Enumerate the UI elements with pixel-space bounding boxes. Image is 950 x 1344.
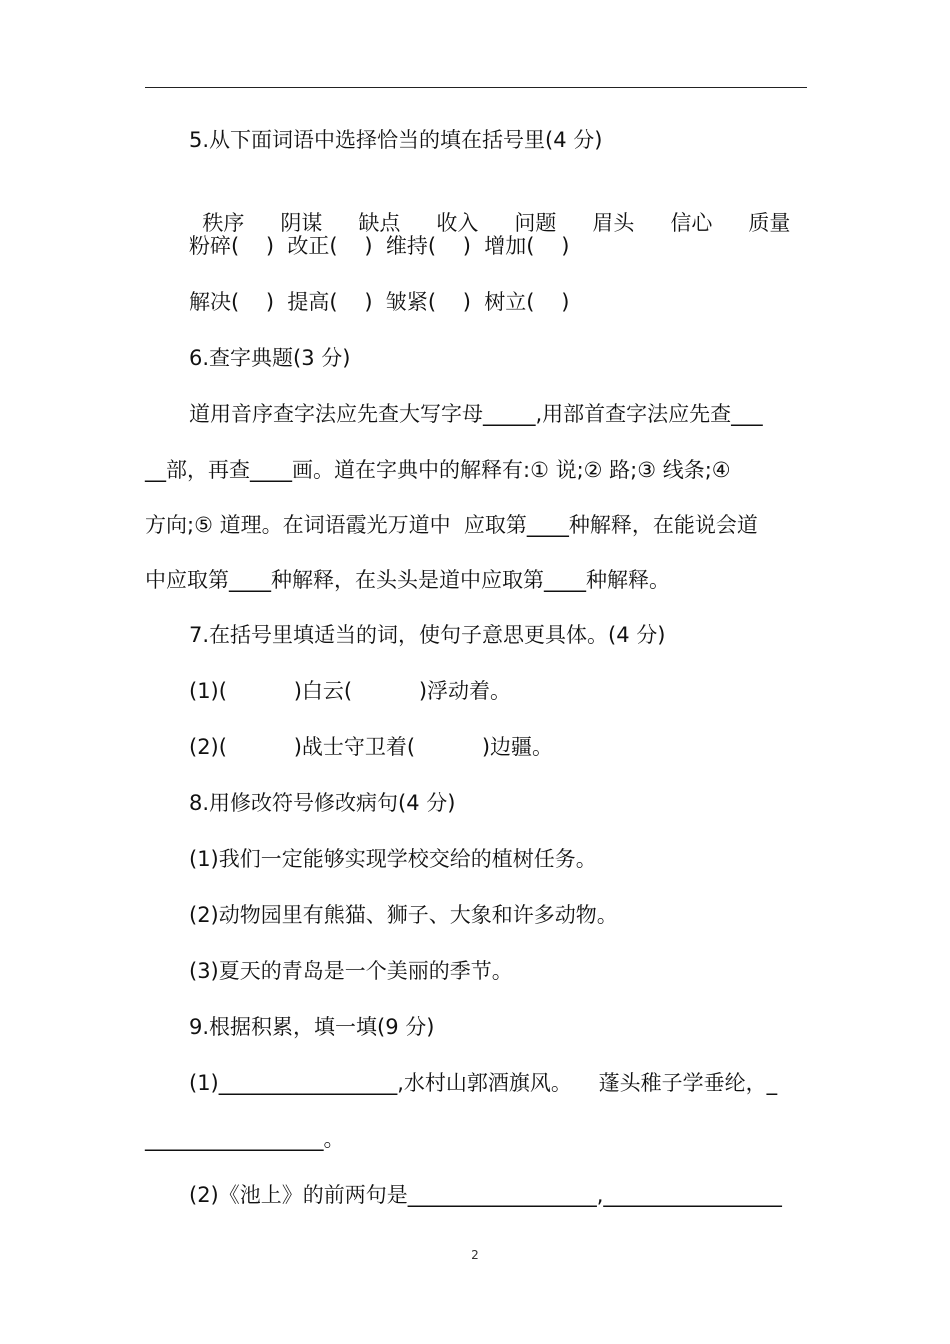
q5-blank-row-1: 粉碎( ) 改正( ) 维持( ) 增加( ) <box>189 234 570 258</box>
q6-text-line: __部，再查____画。道在字典中的解释有:① 说;② 路;③ 线条;④ <box>145 458 731 482</box>
q8-item: (1)我们一定能够实现学校交给的植树任务。 <box>189 847 597 871</box>
q6-text-line: 中应取第____种解释，在头头是道中应取第____种解释。 <box>145 568 670 592</box>
q7-item: (1)( )白云( )浮动着。 <box>189 679 512 703</box>
q9-item-continuation: _________________。 <box>145 1127 345 1151</box>
q9-item: (1)_________________,水村山郭酒旗风。 蓬头稚子学垂纶，_ <box>189 1071 778 1095</box>
q5-word-bank <box>189 181 790 237</box>
q8-title: 8.用修改符号修改病句(4 分) <box>189 791 456 815</box>
q5-word: 收入 <box>436 211 479 235</box>
q7-title: 7.在括号里填适当的词，使句子意思更具体。(4 分) <box>189 623 666 647</box>
q6-title: 6.查字典题(3 分) <box>189 346 351 370</box>
q7-item: (2)( )战士守卫着( )边疆。 <box>189 735 554 759</box>
q5-blank-row-2: 解决( ) 提高( ) 皱紧( ) 树立( ) <box>189 290 570 314</box>
q5-word: 问题 <box>514 211 557 235</box>
q9-title: 9.根据积累，填一填(9 分) <box>189 1015 435 1039</box>
q6-text-line: 方向;⑤ 道理。在词语霞光万道中 应取第____种解释，在能说会道 <box>145 513 758 537</box>
q5-word: 质量 <box>748 211 791 235</box>
q5-word: 阴谋 <box>280 211 323 235</box>
q6-text-line: 道用音序查字法应先查大写字母_____,用部首查字法应先查___ <box>189 402 763 426</box>
q5-word: 眉头 <box>592 211 635 235</box>
q5-word: 信心 <box>670 211 713 235</box>
q5-word: 秩序 <box>202 211 245 235</box>
page-number: 2 <box>471 1248 479 1262</box>
q8-item: (3)夏天的青岛是一个美丽的季节。 <box>189 959 513 983</box>
q9-item: (2)《池上》的前两句是__________________,_________________ <box>189 1183 782 1207</box>
q5-title: 5.从下面词语中选择恰当的填在括号里(4 分) <box>189 128 603 152</box>
q8-item: (2)动物园里有熊猫、狮子、大象和许多动物。 <box>189 903 618 927</box>
q5-word: 缺点 <box>358 211 401 235</box>
header-rule <box>145 87 807 88</box>
